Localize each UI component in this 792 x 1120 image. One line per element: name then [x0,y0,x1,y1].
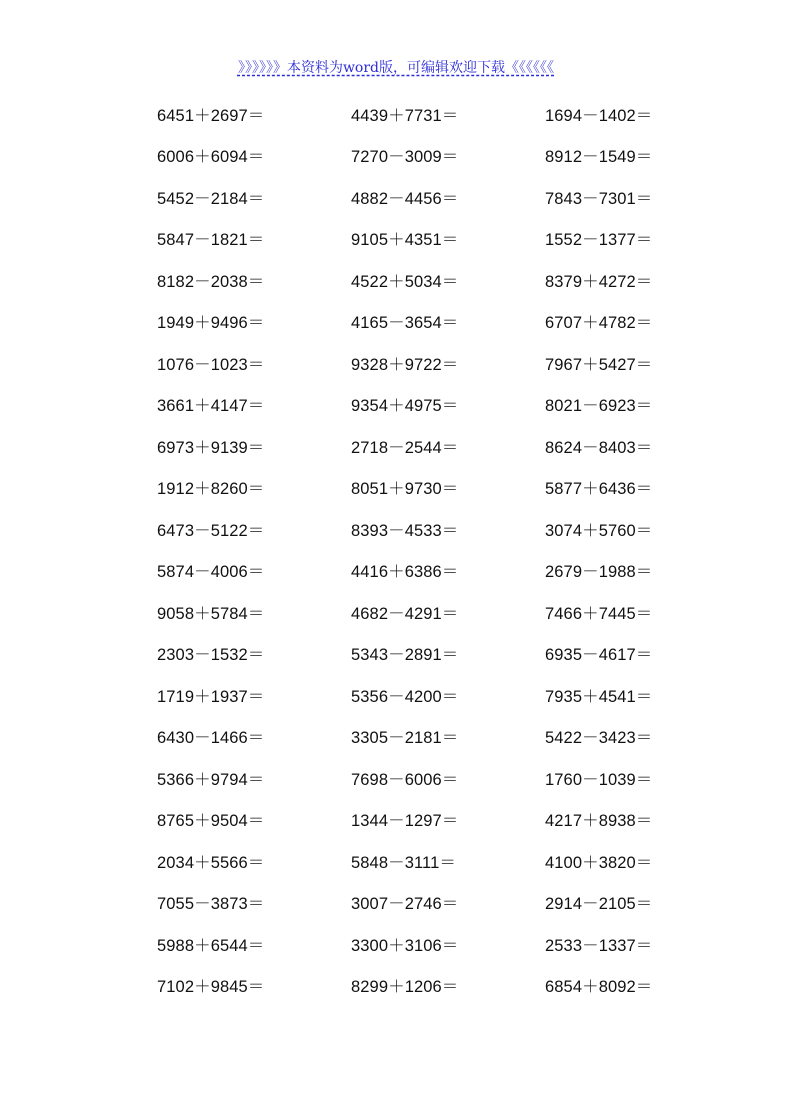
arithmetic-problem: 1694－1402＝ [545,106,653,125]
arithmetic-problem: 7102＋9845＝ [157,978,265,997]
arithmetic-problem: 6430－1466＝ [157,729,265,748]
arithmetic-problem: 7935＋4541＝ [545,687,653,706]
arithmetic-problem: 8765＋9504＝ [157,812,265,831]
arithmetic-problem: 4682－4291＝ [351,604,459,623]
arithmetic-problem: 3305－2181＝ [351,729,459,748]
arithmetic-problem: 2303－1532＝ [157,646,265,665]
arithmetic-problem: 7055－3873＝ [157,895,265,914]
arithmetic-problem: 1760－1039＝ [545,770,653,789]
arithmetic-problem: 1552－1377＝ [545,231,653,250]
arithmetic-problem: 5847－1821＝ [157,231,265,250]
arithmetic-problem: 9105＋4351＝ [351,231,459,250]
arithmetic-problem: 5988＋6544＝ [157,936,265,955]
arithmetic-problem: 7466＋7445＝ [545,604,653,623]
arithmetic-problem: 4100＋3820＝ [545,853,653,872]
arithmetic-problem: 7698－6006＝ [351,770,459,789]
arithmetic-problem: 6973＋9139＝ [157,438,265,457]
arithmetic-problem: 1719＋1937＝ [157,687,265,706]
arithmetic-problem: 5366＋9794＝ [157,770,265,789]
arithmetic-problem: 7967＋5427＝ [545,355,653,374]
arithmetic-problem: 6451＋2697＝ [157,106,265,125]
arithmetic-problem: 6935－4617＝ [545,646,653,665]
arithmetic-problem: 3007－2746＝ [351,895,459,914]
arithmetic-problem: 3661＋4147＝ [157,397,265,416]
arithmetic-problem: 9354＋4975＝ [351,397,459,416]
arithmetic-problem: 8912－1549＝ [545,148,653,167]
arithmetic-problem: 2679－1988＝ [545,563,653,582]
arithmetic-problem: 5452－2184＝ [157,189,265,208]
arithmetic-problem: 1949＋9496＝ [157,314,265,333]
arithmetic-problem: 8624－8403＝ [545,438,653,457]
arithmetic-problem: 1912＋8260＝ [157,480,265,499]
arithmetic-problem: 4416＋6386＝ [351,563,459,582]
arithmetic-problem: 5877＋6436＝ [545,480,653,499]
arithmetic-problem: 4165－3654＝ [351,314,459,333]
arithmetic-problem: 8379＋4272＝ [545,272,653,291]
arithmetic-problem: 7843－7301＝ [545,189,653,208]
arithmetic-problem: 5848－3111＝ [351,853,456,872]
arithmetic-problem: 3300＋3106＝ [351,936,459,955]
arithmetic-problem: 3074＋5760＝ [545,521,653,540]
arithmetic-problem: 1076－1023＝ [157,355,265,374]
arithmetic-problem: 6854＋8092＝ [545,978,653,997]
arithmetic-problem: 4522＋5034＝ [351,272,459,291]
arithmetic-problem: 2914－2105＝ [545,895,653,914]
arithmetic-problem: 4217＋8938＝ [545,812,653,831]
arithmetic-problem: 6473－5122＝ [157,521,265,540]
arithmetic-problem: 8182－2038＝ [157,272,265,291]
arithmetic-problem: 5422－3423＝ [545,729,653,748]
download-banner[interactable]: 》》》》》》本资料为word版，可编辑欢迎下载《《《《《《 [237,60,555,76]
arithmetic-problem: 4439＋7731＝ [351,106,459,125]
arithmetic-problem-grid [157,95,677,1008]
arithmetic-problem: 7270－3009＝ [351,148,459,167]
arithmetic-problem: 4882－4456＝ [351,189,459,208]
arithmetic-problem: 1344－1297＝ [351,812,459,831]
arithmetic-problem: 2533－1337＝ [545,936,653,955]
arithmetic-problem: 5356－4200＝ [351,687,459,706]
arithmetic-problem: 6707＋4782＝ [545,314,653,333]
arithmetic-problem: 8299＋1206＝ [351,978,459,997]
arithmetic-problem: 8393－4533＝ [351,521,459,540]
arithmetic-problem: 2034＋5566＝ [157,853,265,872]
arithmetic-problem: 8051＋9730＝ [351,480,459,499]
arithmetic-problem: 9328＋9722＝ [351,355,459,374]
arithmetic-problem: 8021－6923＝ [545,397,653,416]
arithmetic-problem: 2718－2544＝ [351,438,459,457]
arithmetic-problem: 9058＋5784＝ [157,604,265,623]
arithmetic-problem: 5343－2891＝ [351,646,459,665]
arithmetic-problem: 5874－4006＝ [157,563,265,582]
arithmetic-problem: 6006＋6094＝ [157,148,265,167]
